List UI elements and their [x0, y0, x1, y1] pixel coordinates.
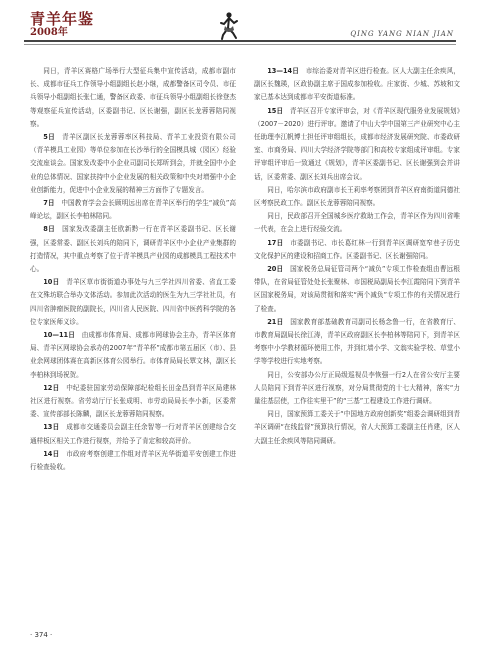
entry-date: 15日 — [267, 106, 284, 115]
entry-text: 同日，国家预算工委关于“中国地方政府创新奖”组委会调研组到青羊区调研“在线监督”预算执行情况，省人大预算工委副主任肖建，区人大副主任余疾风等陪同调研。 — [254, 410, 460, 445]
page-number: · 374 · — [30, 631, 53, 639]
entry — [30, 329, 236, 382]
dancer-emblem-icon — [218, 11, 240, 41]
entry-date: 10—11日 — [43, 331, 75, 340]
entry-date: 8日 — [43, 225, 56, 234]
entry-text: 市委副书记、市长葛红林一行到青羊区调研宽窄巷子历史文化保护区的建设和招商工作。区委副书记、区长谢强陪同。 — [254, 238, 461, 260]
entry-text: 市政府考察创建工作组对青羊区光华街道平安创建工作进行检查验收。 — [30, 449, 237, 472]
entry — [254, 369, 460, 409]
entry-text: 中纪委驻国家劳动保障部纪检组长田金昌到青羊区局建林社区进行视察。省劳动厅厅长张成明、市劳动局局长李小新，区委常委、宣传部部长陈麟，副区长龙蓉蓉陪同视察。 — [30, 383, 237, 419]
entry-text: 同日，哈尔滨市政府副市长王莉率考察团到青羊区府南街道同德社区考察民政工作。副区长龙蓉蓉陪同视察。 — [254, 185, 460, 208]
entry-text: 青羊区副区长龙蓉蓉率区科技局、青羊工业投资有限公司（青羊模具工业园）等单位参加在长沙举行的全国模具城（园区）经验交流座谈会。国家发改委中小企业司副司长郑昕到会，并就全国中小企业的总体情况、国家扶持中小企业发展的相关政策和中央对增强中小企业创新能力，促进中小企业发展的精神三方面作了专题发言。 — [30, 133, 237, 194]
header-english-title: QING YANG NIAN JIAN — [350, 30, 454, 38]
entry-text: 中国教育学会会长顾明远出席在青羊区举行的学生“减负”高峰论坛，副区长李柏林陪同。 — [30, 199, 237, 221]
entry-text: 青羊区草市街街道办事处与九三学社四川省委、省直工委在文殊坊联合举办文体活动。参加此次活动的医生为九三学社社员，有四川省肿瘤医院的副院长，四川省人民医院、四川省中医药科学院的各位专家医师义诊。 — [30, 278, 237, 326]
header-rule-thin — [24, 44, 456, 45]
entry-text: 同日，公安部办公厅正局级巡视员李恢强一行2人在省公安厅主要人员陪同下到青羊区进行视察，对分局贯彻党的十七大精神，落实“力量往基层使，工作往实里干”的“三基”工程建设工作进行调研。 — [254, 370, 460, 406]
entry-text: 青羊区召开专家评审会，对《青羊区现代服务业发展规划》（2007－2020）进行评审。邀请了中山大学中国第三产业研究中心主任助理李江帆博士担任评审组组长，成都市经济发展研究院、市委政研室、市商务局、四川大学经济学院等部门和高校专家组成评审组。专家评审组评审后一致通过《规划》，青羊区委副书记、区长谢强到会并讲话，区委常委、副区长刘兵出席会议。 — [254, 106, 460, 181]
entry — [30, 197, 236, 223]
entry-date: 21日 — [267, 317, 284, 326]
entry-date: 13—14日 — [267, 67, 299, 75]
entry-date: 5日 — [43, 133, 56, 142]
entry — [254, 184, 460, 210]
entry — [254, 105, 460, 184]
left-column — [30, 65, 236, 474]
logo-year: 2008年 — [30, 27, 68, 38]
entry — [30, 448, 236, 474]
entry — [30, 421, 236, 447]
entry — [254, 263, 460, 316]
header-rule — [24, 40, 456, 42]
entry — [30, 65, 236, 131]
entry-date: 20日 — [267, 265, 284, 274]
entry — [254, 210, 460, 236]
entry-text: 同日，青羊区赛格广场举行大型征兵集中宣传活动，成都市副市长、成都市征兵工作领导小组副组长赵小继，成都警备区司令员、市征兵领导小组副组长张仁通，警备区政委、市征兵领导小组副组长徐登杰等观察征兵宣传活动，区委副书记、区长谢强，副区长龙蓉蓉陪同视察。 — [30, 67, 236, 128]
entry-date: 14日 — [43, 449, 60, 458]
entry-text: 市综治委对青羊区进行检查。区人大副主任余疾风，副区长魏瑛，区政协副主席于国成参加检收。庄家街、少城、苏坡和文家已基本达到成都市平安街道标准。 — [254, 67, 460, 102]
entry-date: 10日 — [43, 278, 60, 287]
entry — [254, 316, 460, 369]
entry-text: 国家教育部基础教育司副司长杨念鲁一行，在省教育厅、市教育局副局长徐江涛，青羊区政府副区长李柏林等陪同下，到青羊区考察中小学教材循环使用工作，并到红墙小学、文翁实验学校、草堂小学等学校进行实地考察。 — [254, 317, 461, 366]
entry-date: 17日 — [267, 238, 284, 247]
entry — [30, 131, 236, 197]
entry-date: 7日 — [43, 199, 55, 208]
entry-text: 成都市交通委员会副主任余智等一行对青羊区创建综合交通样板区相关工作进行视察，并给予了肯定和较高评价。 — [30, 423, 237, 445]
entry-date: 13日 — [43, 423, 60, 432]
right-column — [254, 65, 460, 448]
entry-text: 同日，民政部召开全国城乡医疗救助工作会，青羊区作为四川省唯一代表，在会上进行经验交流。 — [254, 212, 460, 234]
yearbook-logo — [30, 12, 94, 38]
entry — [30, 382, 236, 422]
entry-text: 由成都市体育局、成都市网球协会主办，青羊区体育局、青羊区网球协会承办的2007年“青羊杯”成都市第五届区（市）、县业余网球团体赛在高新区体育公园举行。市体育局局长覃文林，副区长李柏林到场祝贺。 — [30, 331, 236, 379]
entry — [254, 237, 460, 263]
page-header — [0, 0, 480, 60]
entry-text: 国家发改委副主任欧新黔一行在青羊区委副书记、区长谢强，区委常委、副区长刘兵的陪同下，调研青羊区中小企业产业集群的打造情况，其中重点考察了位于青羊模具产业园的成都模具工程技术中心。 — [30, 225, 237, 274]
entry — [254, 65, 460, 105]
entry-text: 国家税务总局征管司两个“减负”专项工作检查组由曹远根带队，在省局征管处处长张聚林、市国税局副局长李江霞陪同下到青羊区国家税务局，对该局贯彻和落实“两个减负”专项工作的有关情况进行了检查。 — [254, 265, 460, 313]
entry-date: 12日 — [43, 383, 60, 392]
entry — [30, 276, 236, 329]
logo-title: 青羊年鉴 — [30, 10, 95, 28]
entry — [30, 223, 236, 276]
entry — [254, 408, 460, 448]
